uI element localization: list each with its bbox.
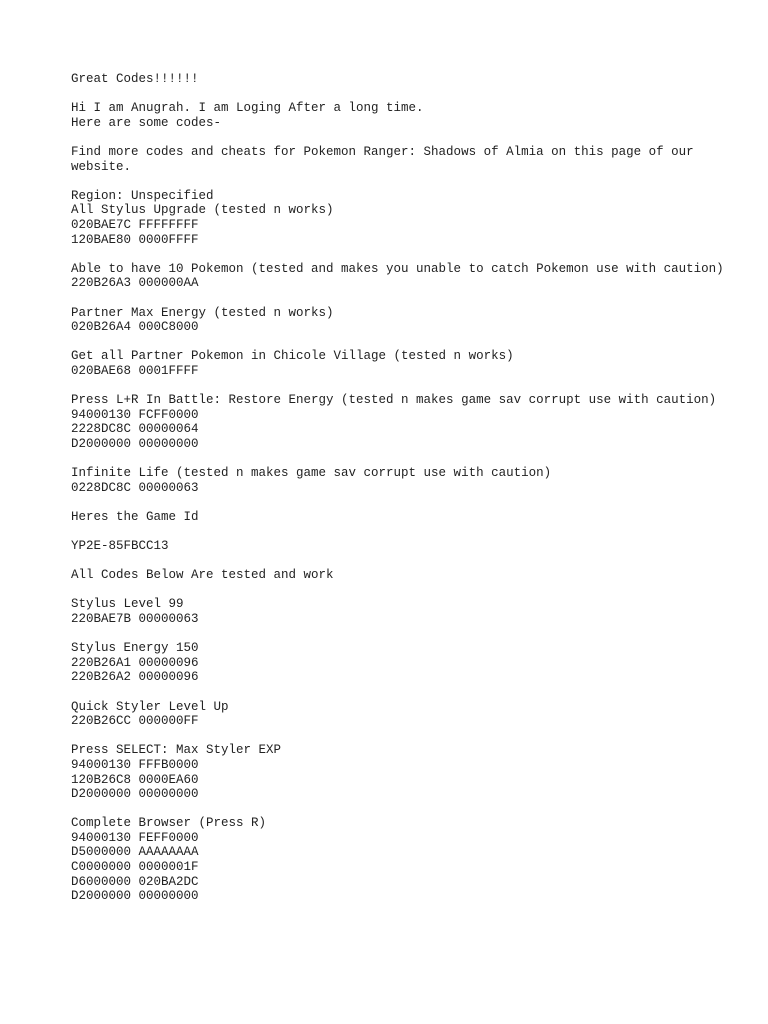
- text-line: Complete Browser (Press R): [71, 816, 267, 831]
- text-line: Great Codes!!!!!!: [71, 72, 199, 86]
- text-line: Get all Partner Pokemon in Chicole Village (tested n works): [71, 349, 514, 364]
- text-block-partner-max-energy: [71, 306, 731, 335]
- text-block-stylus-energy: [71, 641, 731, 685]
- text-line: 020BAE7C FFFFFFFF: [71, 217, 199, 232]
- text-line: Stylus Level 99: [71, 597, 184, 612]
- text-block-stylus-level: [71, 597, 731, 626]
- text-line: 220B26A3 000000AA: [71, 276, 199, 291]
- text-line: 220B26A2 00000096: [71, 670, 199, 685]
- text-line: C0000000 0000001F: [71, 860, 199, 875]
- text-line: All Stylus Upgrade (tested n works): [71, 203, 334, 218]
- text-line: Hi I am Anugrah. I am Loging After a long time.: [71, 101, 424, 116]
- text-line: Stylus Energy 150: [71, 641, 199, 656]
- text-block-tested-note: [71, 568, 731, 583]
- text-line: 2228DC8C 00000064: [71, 422, 199, 437]
- text-line: Find more codes and cheats for Pokemon Ranger: Shadows of Almia on this page of our website.: [71, 144, 702, 174]
- text-line: 94000130 FFFB0000: [71, 757, 199, 772]
- text-line: 94000130 FEFF0000: [71, 830, 199, 845]
- text-line: 020B26A4 000C8000: [71, 320, 199, 335]
- text-line: D2000000 00000000: [71, 787, 199, 802]
- text-block-complete-browser: [71, 816, 731, 904]
- text-line: Able to have 10 Pokemon (tested and makes you unable to catch Pokemon use with caution): [71, 261, 724, 276]
- text-line: 120B26C8 0000EA60: [71, 772, 199, 787]
- text-block-find-more: [71, 145, 731, 174]
- text-block-ten-pokemon: [71, 262, 731, 291]
- text-block-partner-pokemon: [71, 349, 731, 378]
- text-line: 94000130 FCFF0000: [71, 407, 199, 422]
- text-line: All Codes Below Are tested and work: [71, 568, 334, 583]
- text-line: 0228DC8C 00000063: [71, 480, 199, 495]
- text-line: 220B26A1 00000096: [71, 655, 199, 670]
- text-line: Press SELECT: Max Styler EXP: [71, 743, 282, 758]
- text-line: 220BAE7B 00000063: [71, 611, 199, 626]
- text-block-max-styler-exp: [71, 743, 731, 801]
- text-block-quick-styler: [71, 700, 731, 729]
- text-line: 020BAE68 0001FFFF: [71, 363, 199, 378]
- text-block-intro: [71, 101, 731, 130]
- text-line: Partner Max Energy (tested n works): [71, 305, 334, 320]
- text-line: Region: Unspecified: [71, 188, 214, 203]
- text-block-game-id: [71, 539, 731, 554]
- text-block-infinite-life: [71, 466, 731, 495]
- text-line: D2000000 00000000: [71, 889, 199, 904]
- text-line: Heres the Game Id: [71, 509, 199, 524]
- text-line: 220B26CC 000000FF: [71, 714, 199, 729]
- text-line: Here are some codes-: [71, 115, 222, 130]
- text-block-restore-energy: [71, 393, 731, 451]
- text-block-stylus-upgrade: [71, 189, 731, 247]
- text-line: D5000000 AAAAAAAA: [71, 845, 199, 860]
- text-line: 120BAE80 0000FFFF: [71, 232, 199, 247]
- text-line: Infinite Life (tested n makes game sav corrupt use with caution): [71, 466, 552, 481]
- text-block-title: [71, 72, 731, 87]
- text-line: Quick Styler Level Up: [71, 699, 229, 714]
- text-block-game-id-heading: [71, 510, 731, 525]
- text-line: D6000000 020BA2DC: [71, 874, 199, 889]
- document-page: [71, 72, 731, 918]
- text-line: YP2E-85FBCC13: [71, 539, 169, 553]
- text-line: D2000000 00000000: [71, 436, 199, 451]
- text-line: Press L+R In Battle: Restore Energy (tested n makes game sav corrupt use with caution): [71, 393, 717, 408]
